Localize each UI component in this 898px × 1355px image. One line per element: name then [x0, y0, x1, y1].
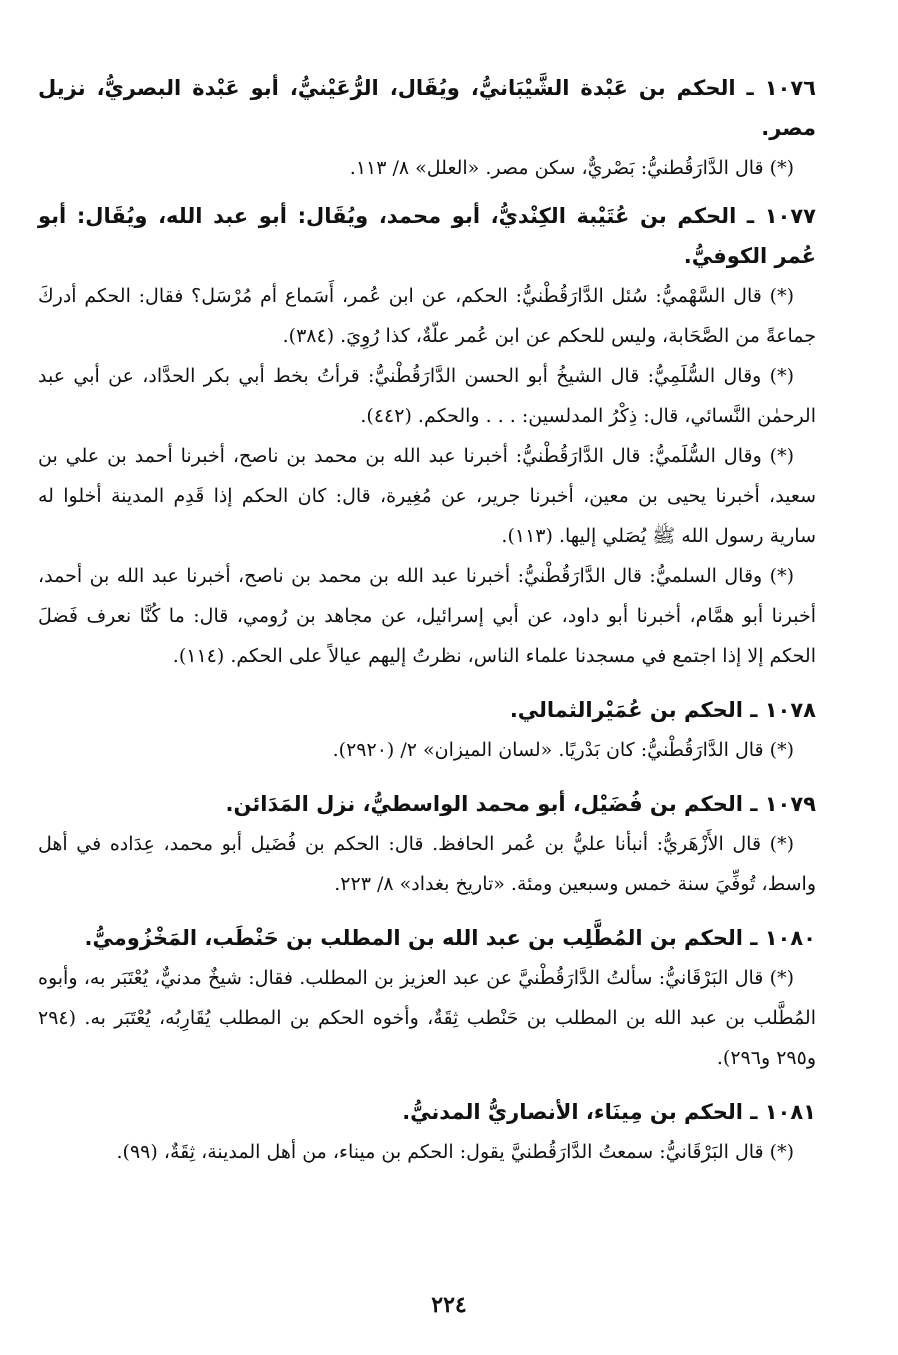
entry-paragraph: (*) قال السَّهْميُّ: سُئل الدَّارَقُطْنيُّ: الحكم، عن ابن عُمر، أَسَماع أم مُرْسَل؟ فقال: الحكم أدركَ جماعةً من الصَّحَابة، وليس للحكم عن ابن عُمر علّةٌ، كذا رُوِيَ. (٣٨٤).	[38, 285, 816, 347]
entry-heading: ١٠٨٠ ـ الحكم بن المُطَّلِب بن عبد الله بن المطلب بن حَنْطَب، المَخْزُوميُّ.	[84, 926, 816, 950]
entry-1078	[38, 690, 816, 770]
entry-heading: ١٠٧٧ ـ الحكم بن عُتَيْبة الكِنْديُّ، أبو محمد، ويُقَال: أبو عبد الله، ويُقَال: أبو عُمر الكوفيُّ.	[38, 204, 816, 268]
entry-paragraph: (*) قال الدَّارَقُطنيُّ: بَصْريٌّ، سكن مصر. «العلل» ٨/ ١١٣.	[349, 157, 794, 179]
entry-heading: ١٠٧٨ ـ الحكم بن عُمَيْرالثمالي.	[509, 698, 816, 722]
entry-1076	[38, 68, 816, 188]
entry-paragraph: (*) قال الدَّارَقُطْنيُّ: كان بَدْريًا. «لسان الميزان» ٢/ (٢٩٢٠).	[332, 739, 794, 761]
entry-heading: ١٠٧٩ ـ الحكم بن فُضَيْل، أبو محمد الواسطيُّ، نزل المَدَائن.	[225, 792, 816, 816]
entry-paragraph: (*) وقال السُّلَميُّ: قال الدَّارَقُطْنيُّ: أخبرنا عبد الله بن محمد بن ناصح، أخبرنا أحمد بن علي بن سعيد، أخبرنا يحيى بن معين، أخبرنا جرير، عن مُغِيرة، قال: كان الحكم إذا قَدِم المدينة أخلوا له سارية رسول الله ﷺ يُصَلي إليها. (١١٣).	[38, 445, 816, 547]
page-number: ٢٢٤	[431, 1292, 467, 1318]
entry-paragraph: (*) قال الأَزْهَريُّ: أنبأنا عليُّ بن عُمر الحافظ. قال: الحكم بن فُضَيل أبو محمد، عِدَاده في أهل واسط، تُوفِّيَ سنة خمس وسبعين ومئة. «تاريخ بغداد» ٨/ ٢٢٣.	[38, 833, 816, 895]
entry-1077	[38, 196, 816, 676]
entry-heading: ١٠٨١ ـ الحكم بن مِينَاء، الأنصاريُّ المدنيُّ.	[402, 1100, 816, 1124]
entry-paragraph: (*) قال البَرْقَانيُّ: سمعتُ الدَّارَقُطنيَّ يقول: الحكم بن ميناء، من أهل المدينة، ثِقَةٌ، (٩٩).	[116, 1141, 794, 1163]
entry-1081	[38, 1092, 816, 1172]
entry-1080	[38, 918, 816, 1078]
entry-heading: ١٠٧٦ ـ الحكم بن عَبْدة الشَّيْبَانيُّ، ويُقَال، الرُّعَيْنيُّ، أبو عَبْدة البصريُّ، نزيل مصر.	[38, 76, 816, 140]
entry-paragraph: (*) وقال السُّلَمِيُّ: قال الشيخُ أبو الحسن الدَّارَقُطْنيُّ: قرأتُ بخط أبي بكر الحدَّاد، عن أبي عبد الرحمٰن النَّسائي، قال: ذِكْرُ المدلسين: . . . والحكم. (٤٤٢).	[38, 365, 816, 427]
entry-paragraph: (*) قال البَرْقَانيُّ: سألتُ الدَّارَقُطْنيَّ عن عبد العزيز بن المطلب. فقال: شيخٌ مدنيٌّ، يُعْتَبَر به، وأبوه المُطَّلب بن عبد الله بن المطلب بن حَنْطب ثِقَةٌ، وأخوه الحكم بن المطلب يُقَارِبُه، يُعْتَبَر به. (٢٩٤ و٢٩٥ و٢٩٦).	[38, 967, 816, 1069]
entry-paragraph: (*) وقال السلميُّ: قال الدَّارَقُطْنيُّ: أخبرنا عبد الله بن محمد بن ناصح، أخبرنا عبد الله بن أحمد، أخبرنا أبو همَّام، أخبرنا أبو داود، عن أبي إسرائيل، عن مجاهد بن رُومي، قال: ما كُنَّا نعرف فَضلَ الحكم إلا إذا اجتمع في مسجدنا علماء الناس، نظرتُ إليهم عيالاً على الحكم. (١١٤).	[38, 565, 816, 667]
entry-1079	[38, 784, 816, 904]
page-body	[38, 68, 816, 1172]
